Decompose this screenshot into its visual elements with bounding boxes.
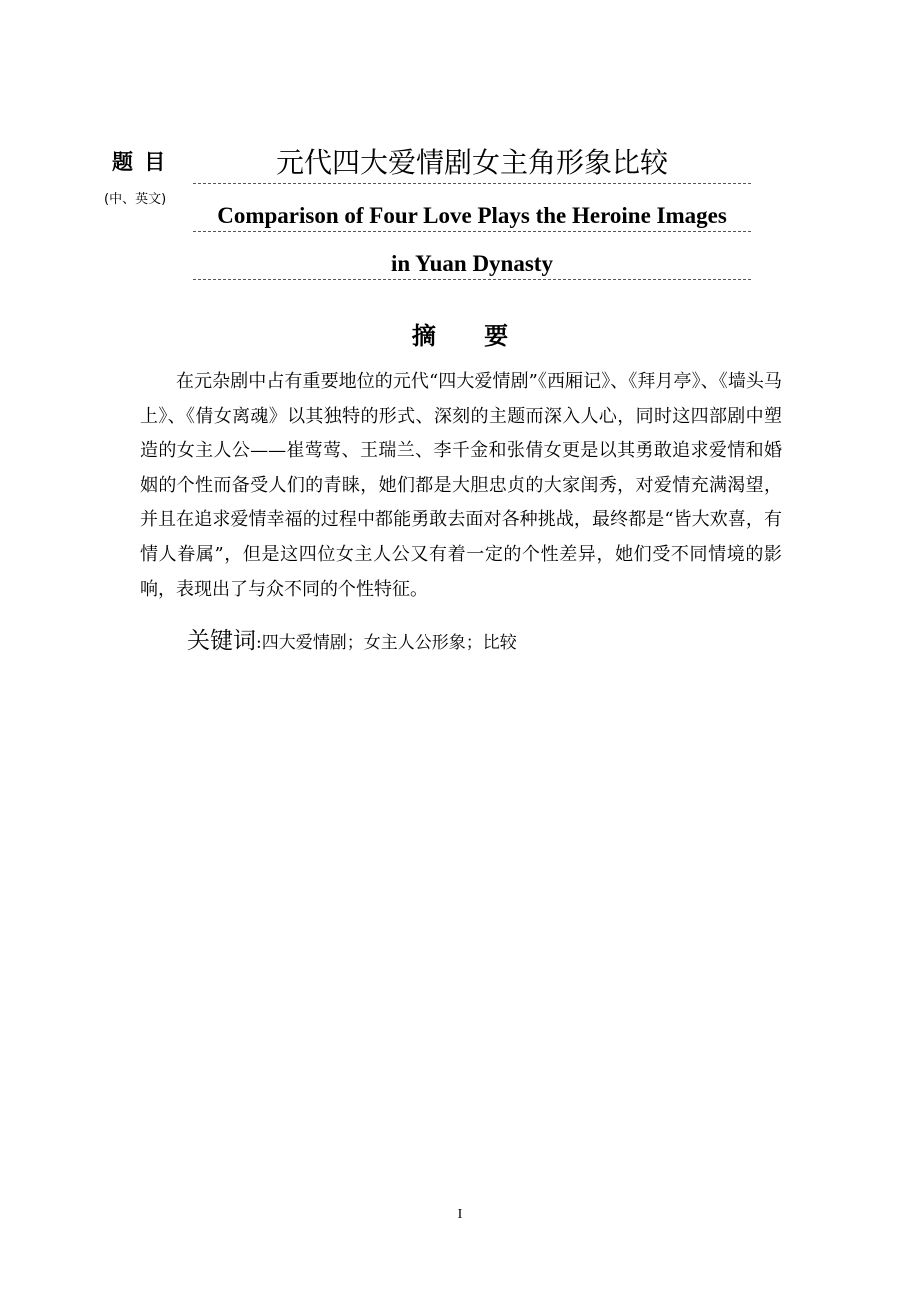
chinese-title: 元代四大爱情剧女主角形象比较	[193, 140, 751, 184]
page-number: I	[457, 1207, 463, 1222]
english-title-line-2: in Yuan Dynasty	[193, 244, 751, 280]
english-title-line-1: Comparison of Four Love Plays the Heroine Images	[193, 196, 751, 232]
abstract-body: 在元杂剧中占有重要地位的元代“四大爱情剧”《西厢记》、《拜月亭》、《墙头马上》、《倩女离魂》以其独特的形式、深刻的主题而深入人心，同时这四部剧中塑造的女主人公——崔莺莺、王瑞兰、李千金和张倩女更是以其勇敢追求爱情和婚姻的个性而备受人们的青睐，她们都是大胆忠贞的大家闺秀，对爱情充满渴望，并且在追求爱情幸福的过程中都能勇敢去面对各种挑战，最终都是“皆大欢喜，有情人眷属”，但是这四位女主人公又有着一定的个性差异，她们受不同情境的影响，表现出了与众不同的个性特征。	[140, 371, 782, 600]
title-label-language-note: (中、英文)	[104, 192, 167, 207]
keywords-label: 关键词	[187, 628, 256, 654]
keywords-line	[187, 622, 517, 655]
abstract-heading: 摘 要	[411, 321, 529, 350]
title-label: 题 目	[112, 150, 168, 174]
keywords-value: 四大爱情剧；女主人公形象；比较	[261, 633, 517, 653]
keywords-separator: :	[256, 633, 262, 653]
